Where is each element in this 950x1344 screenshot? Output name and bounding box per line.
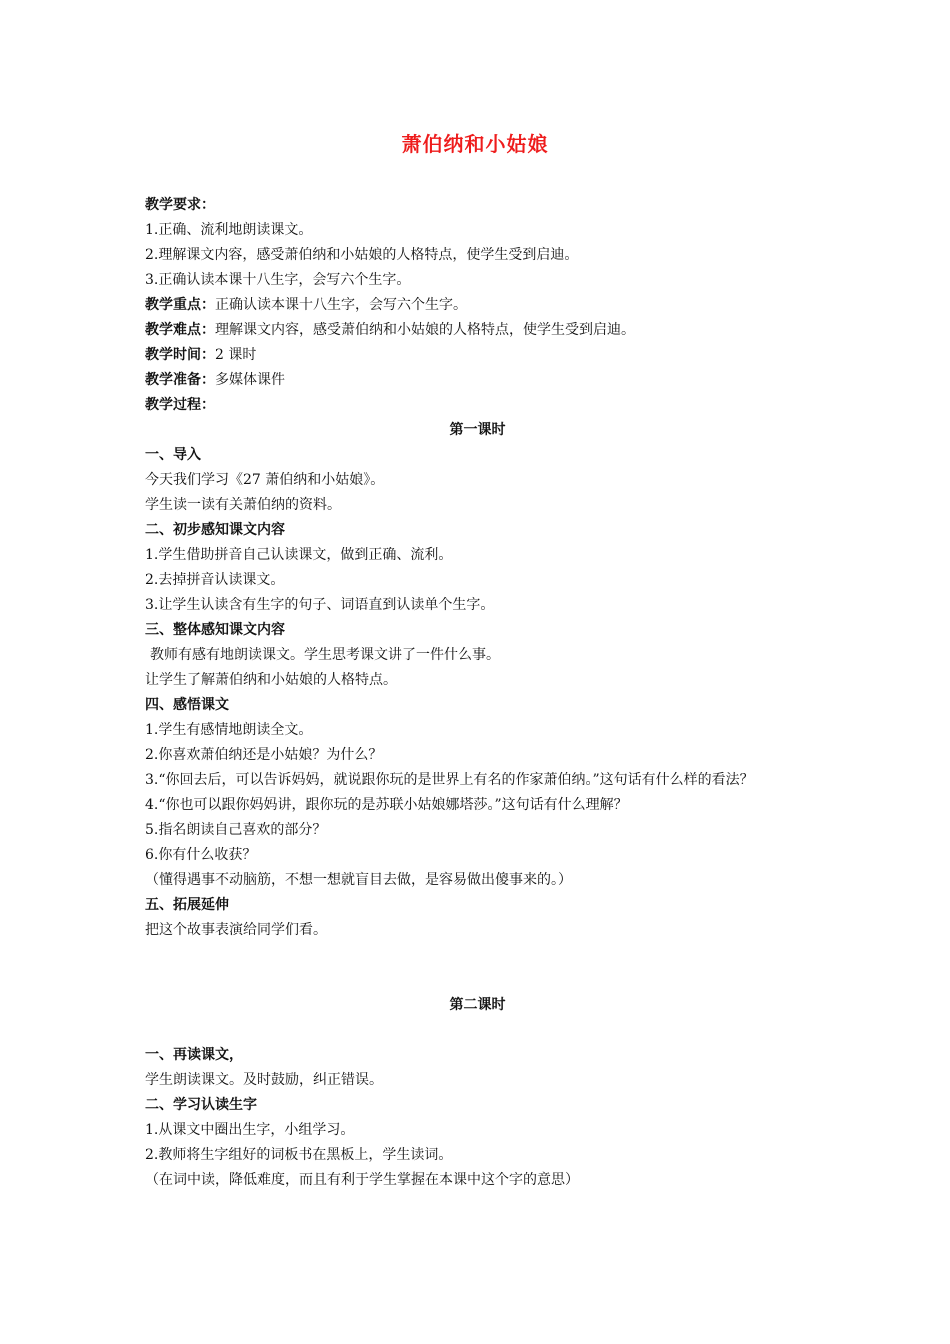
section-line: 把这个故事表演给同学们看。 (145, 922, 327, 938)
requirement-item: 2.理解课文内容，感受萧伯纳和小姑娘的人格特点，使学生受到启迪。 (145, 247, 579, 263)
section-heading: 二、初步感知课文内容 (145, 522, 285, 538)
prep-label: 教学准备： (145, 372, 215, 388)
section-line: 2.教师将生字组好的词板书在黑板上，学生读词。 (145, 1147, 453, 1163)
requirement-item: 3.正确认读本课十八生字，会写六个生字。 (145, 272, 411, 288)
document-title: 萧伯纳和小姑娘 (401, 132, 549, 156)
difficulty-label: 教学难点： (145, 322, 215, 338)
time-label: 教学时间： (145, 347, 215, 363)
section-line: 教师有感有地朗读课文。学生思考课文讲了一件什么事。 (150, 647, 500, 663)
difficulty-text: 理解课文内容，感受萧伯纳和小姑娘的人格特点，使学生受到启迪。 (215, 322, 635, 338)
section-heading: 五、拓展延伸 (145, 897, 229, 913)
blank-line (145, 1018, 810, 1043)
section-line: 4.“你也可以跟你妈妈讲，跟你玩的是苏联小姑娘娜塔莎。”这句话有什么理解？ (145, 797, 628, 813)
section-heading: 三、整体感知课文内容 (145, 622, 285, 638)
section-heading: 一、导入 (145, 447, 201, 463)
section-line: 1.学生借助拼音自己认读课文，做到正确、流利。 (145, 547, 453, 563)
time-row (145, 343, 810, 368)
section-line: 学生读一读有关萧伯纳的资料。 (145, 497, 341, 513)
section-line: 5.指名朗读自己喜欢的部分？ (145, 822, 327, 838)
section-line: 6.你有什么收获？ (145, 847, 257, 863)
key-point-text: 正确认读本课十八生字，会写六个生字。 (215, 297, 467, 313)
section-heading: 二、学习认读生字 (145, 1097, 257, 1113)
section-line: 学生朗读课文。及时鼓励，纠正错误。 (145, 1072, 383, 1088)
section-line: 1.学生有感情地朗读全文。 (145, 722, 313, 738)
time-text: 2 课时 (215, 347, 257, 363)
key-point-row (145, 293, 810, 318)
section-heading: 一、再读课文， (145, 1047, 243, 1063)
prep-row (145, 368, 810, 393)
section-heading: 四、感悟课文 (145, 697, 229, 713)
document-body (145, 193, 810, 1193)
section-line: 2.去掉拼音认读课文。 (145, 572, 285, 588)
lesson2-heading: 第二课时 (449, 997, 506, 1013)
lesson1-heading: 第一课时 (449, 422, 506, 438)
requirements-label: 教学要求： (145, 197, 215, 213)
process-label: 教学过程： (145, 397, 215, 413)
section-line: 2.你喜欢萧伯纳还是小姑娘？为什么？ (145, 747, 383, 763)
prep-text: 多媒体课件 (215, 372, 285, 388)
section-line: 今天我们学习《27 萧伯纳和小姑娘》。 (145, 472, 385, 488)
blank-line (145, 968, 810, 993)
section-line: 1.从课文中圈出生字，小组学习。 (145, 1122, 355, 1138)
key-point-label: 教学重点： (145, 297, 215, 313)
section-line: 3.让学生认读含有生字的句子、词语直到认读单个生字。 (145, 597, 495, 613)
section-line: （在词中读，降低难度，而且有利于学生掌握在本课中这个字的意思） (145, 1172, 579, 1188)
requirement-item: 1.正确、流利地朗读课文。 (145, 222, 313, 238)
blank-line (145, 943, 810, 968)
section-line: （懂得遇事不动脑筋，不想一想就盲目去做，是容易做出傻事来的。） (145, 872, 572, 888)
section-line: 让学生了解萧伯纳和小姑娘的人格特点。 (145, 672, 397, 688)
section-line: 3.“你回去后，可以告诉妈妈，就说跟你玩的是世界上有名的作家萧伯纳。”这句话有什么样的看法？ (145, 772, 754, 788)
difficulty-row (145, 318, 810, 343)
